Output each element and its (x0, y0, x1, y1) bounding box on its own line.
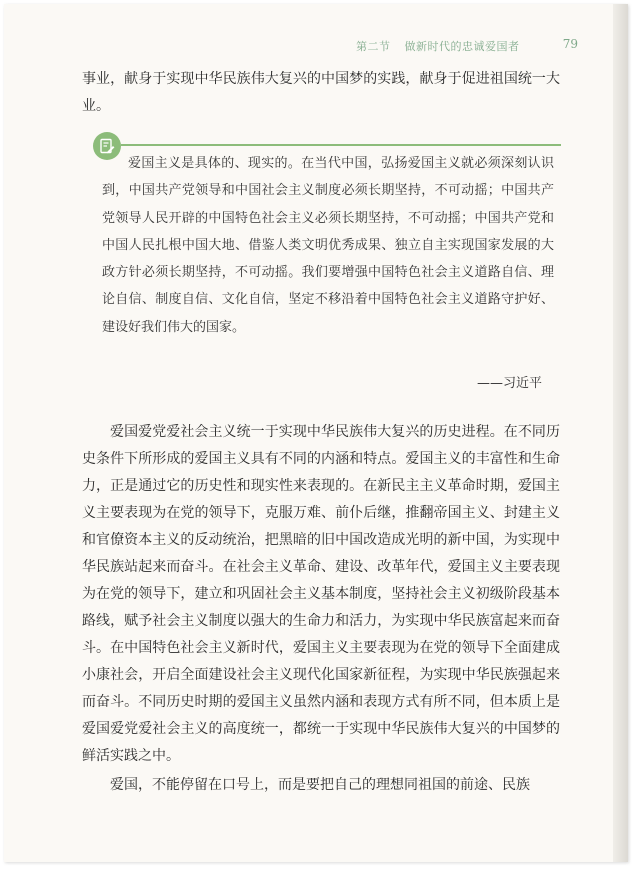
paragraph-last: 爱国，不能停留在口号上，而是要把自己的理想同祖国的前途、民族 (110, 777, 530, 793)
running-header-title: 做新时代的忠诚爱国者 (404, 40, 520, 53)
quote-text: 爱国主义是具体的、现实的。在当代中国，弘扬爱国主义就必须深刻认识到，中国共产党领导和中国社会主义制度必须长期坚持，不可动摇；中国共产党领导人民开辟的中国特色社会主义必须长期坚持，不可动摇；中国共产党和中国人民扎根中国大地、借鉴人类文明优秀成果、独立自主实现国家发展的大政方针必须长期坚持，不可动摇。我们要增强中国特色社会主义道路自信、理论自信、制度自信、文化自信，坚定不移沿着中国特色社会主义道路守护好、建设好我们伟大的国家。 (102, 156, 554, 335)
page-edge (613, 4, 628, 862)
quote-attribution: ——习近平 (476, 376, 542, 391)
quote-divider (121, 144, 561, 146)
paragraph-main: 爱国爱党爱社会主义统一于实现中华民族伟大复兴的历史进程。在不同历史条件下所形成的爱国主义具有不同的内涵和特点。爱国主义的丰富性和生命力，正是通过它的历史性和现实性来表现的。在新民主主义革命时期，爱国主义主要表现为在党的领导下，克服万难、前仆后继，推翻帝国主义、封建主义和官僚资本主义的反动统治，把黑暗的旧中国改造成光明的新中国，为实现中华民族站起来而奋斗。在社会主义革命、建设、改革年代，爱国主义主要表现为在党的领导下，建立和巩固社会主义基本制度，坚持社会主义初级阶段基本路线，赋予社会主义制度以强大的生命力和活力，为实现中华民族富起来而奋斗。在中国特色社会主义新时代，爱国主义主要表现为在党的领导下全面建成小康社会，开启全面建设社会主义现代化国家新征程，为实现中华民族强起来而奋斗。不同历史时期的爱国主义虽然内涵和表现方式有所不同，但本质上是爱国爱党爱社会主义的高度统一，都统一于实现中华民族伟大复兴的中国梦的鲜活实践之中。 (82, 424, 560, 764)
paragraph-continued: 事业，献身于实现中华民族伟大复兴的中国梦的实践，献身于促进祖国统一大业。 (82, 71, 560, 114)
page-number: 79 (562, 37, 578, 51)
book-page (4, 4, 628, 862)
running-header-section: 第二节 (356, 40, 391, 53)
running-header (356, 38, 520, 54)
